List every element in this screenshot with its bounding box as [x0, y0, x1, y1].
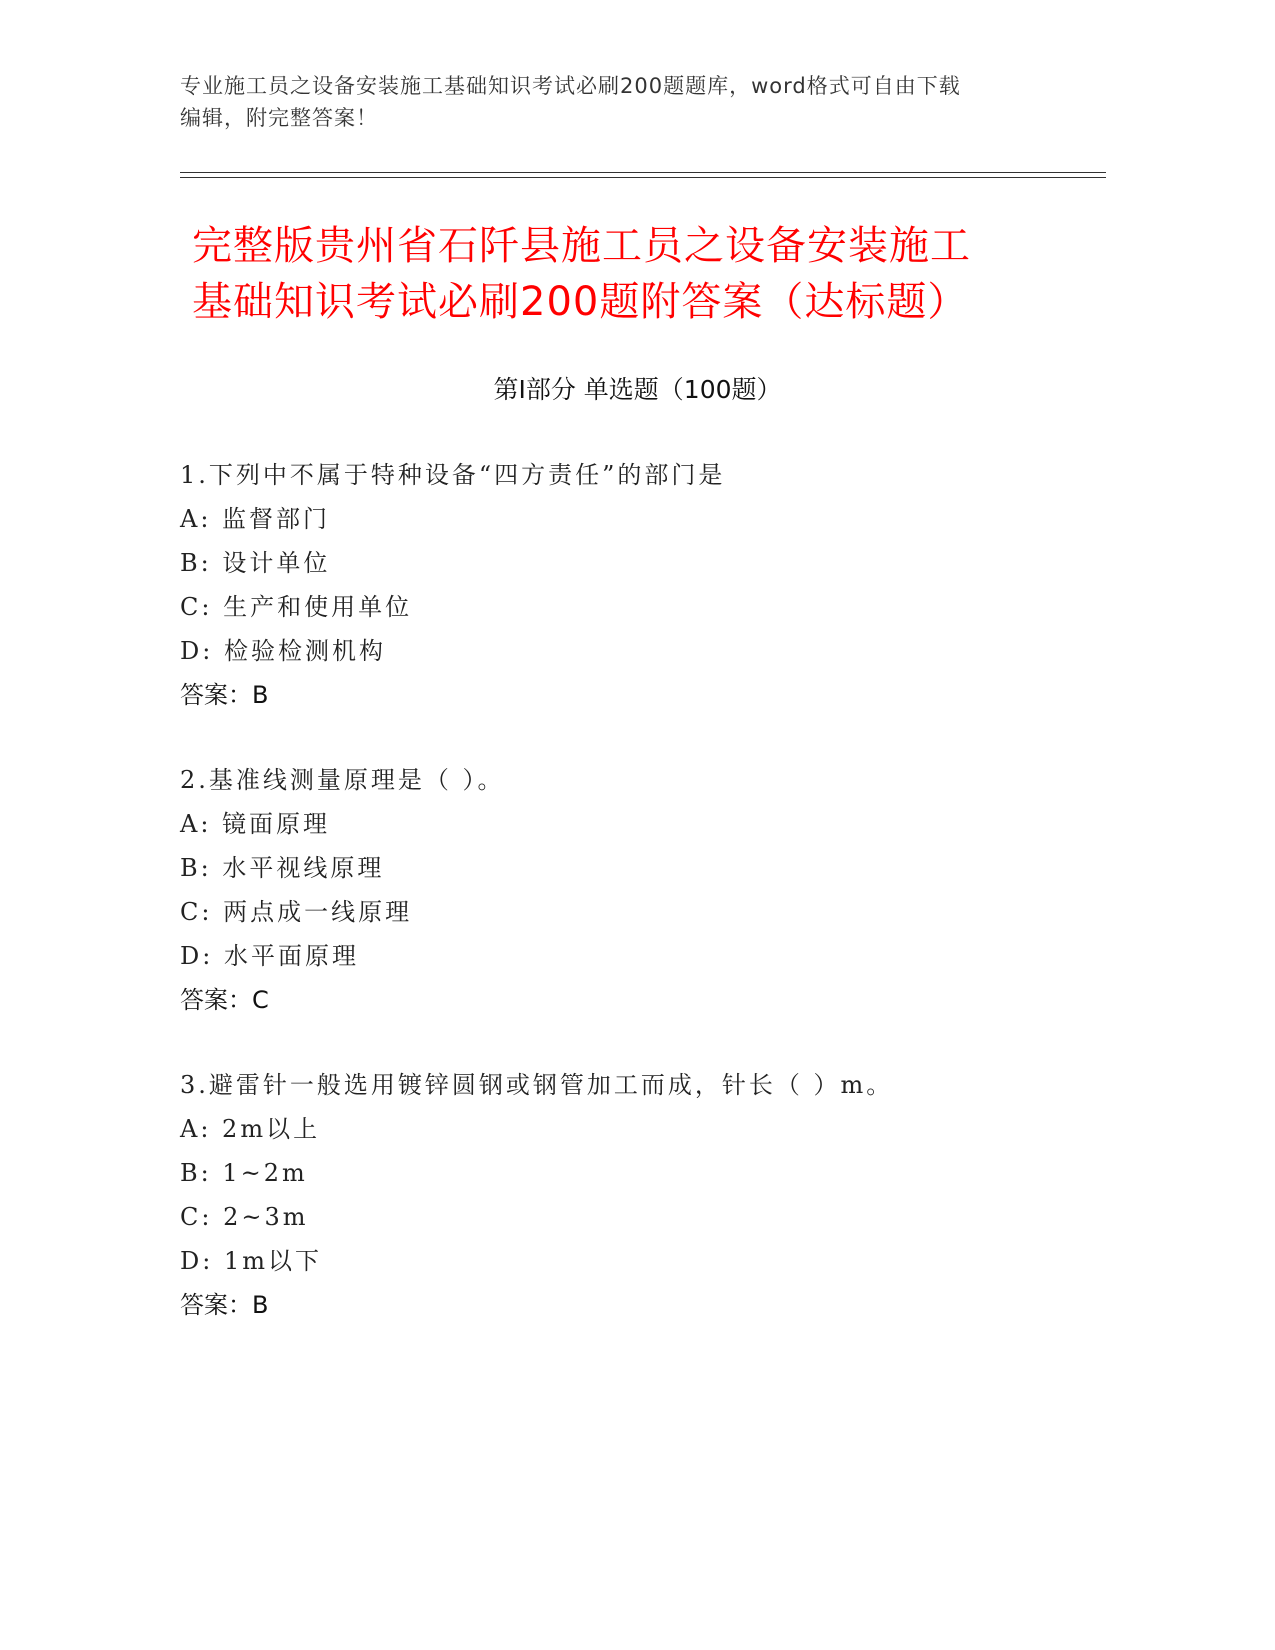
- option-b: B: 设计单位: [180, 549, 331, 577]
- document-title-line1: 完整版贵州省石阡县施工员之设备安装施工: [192, 223, 971, 269]
- question-stem: 2.基准线测量原理是（ ）。: [180, 766, 505, 794]
- question-block-1: [180, 453, 1080, 717]
- header-divider-bottom: [180, 177, 1106, 178]
- header-note: [180, 70, 1080, 134]
- option-b: B: 1~2m: [180, 1159, 308, 1187]
- question-block-3: [180, 1063, 1080, 1327]
- option-d: D: 水平面原理: [180, 942, 359, 970]
- question-stem: 1.下列中不属于特种设备“四方责任”的部门是: [180, 461, 726, 489]
- answer: 答案：C: [180, 986, 269, 1014]
- option-c: C: 两点成一线原理: [180, 898, 413, 926]
- section-heading: 第Ⅰ部分 单选题（100题）: [493, 375, 782, 404]
- document-title-line2: 基础知识考试必刷200题附答案（达标题）: [192, 279, 969, 325]
- option-a: A: 监督部门: [180, 505, 331, 533]
- header-note-line1: 专业施工员之设备安装施工基础知识考试必刷200题题库，word格式可自由下载: [180, 74, 961, 98]
- header-note-line2: 编辑，附完整答案！: [180, 106, 378, 130]
- document-title: [192, 218, 1072, 330]
- question-block-2: [180, 758, 1080, 1022]
- option-a: A: 2m以上: [180, 1115, 321, 1143]
- option-c: C: 生产和使用单位: [180, 593, 413, 621]
- option-b: B: 水平视线原理: [180, 854, 385, 882]
- option-c: C: 2~3m: [180, 1203, 309, 1231]
- option-d: D: 检验检测机构: [180, 637, 386, 665]
- answer: 答案：B: [180, 1291, 269, 1319]
- answer: 答案：B: [180, 681, 269, 709]
- option-d: D: 1m以下: [180, 1247, 322, 1275]
- header-divider-top: [180, 172, 1106, 173]
- question-stem: 3.避雷针一般选用镀锌圆钢或钢管加工而成，针长（ ）m。: [180, 1071, 894, 1099]
- option-a: A: 镜面原理: [180, 810, 331, 838]
